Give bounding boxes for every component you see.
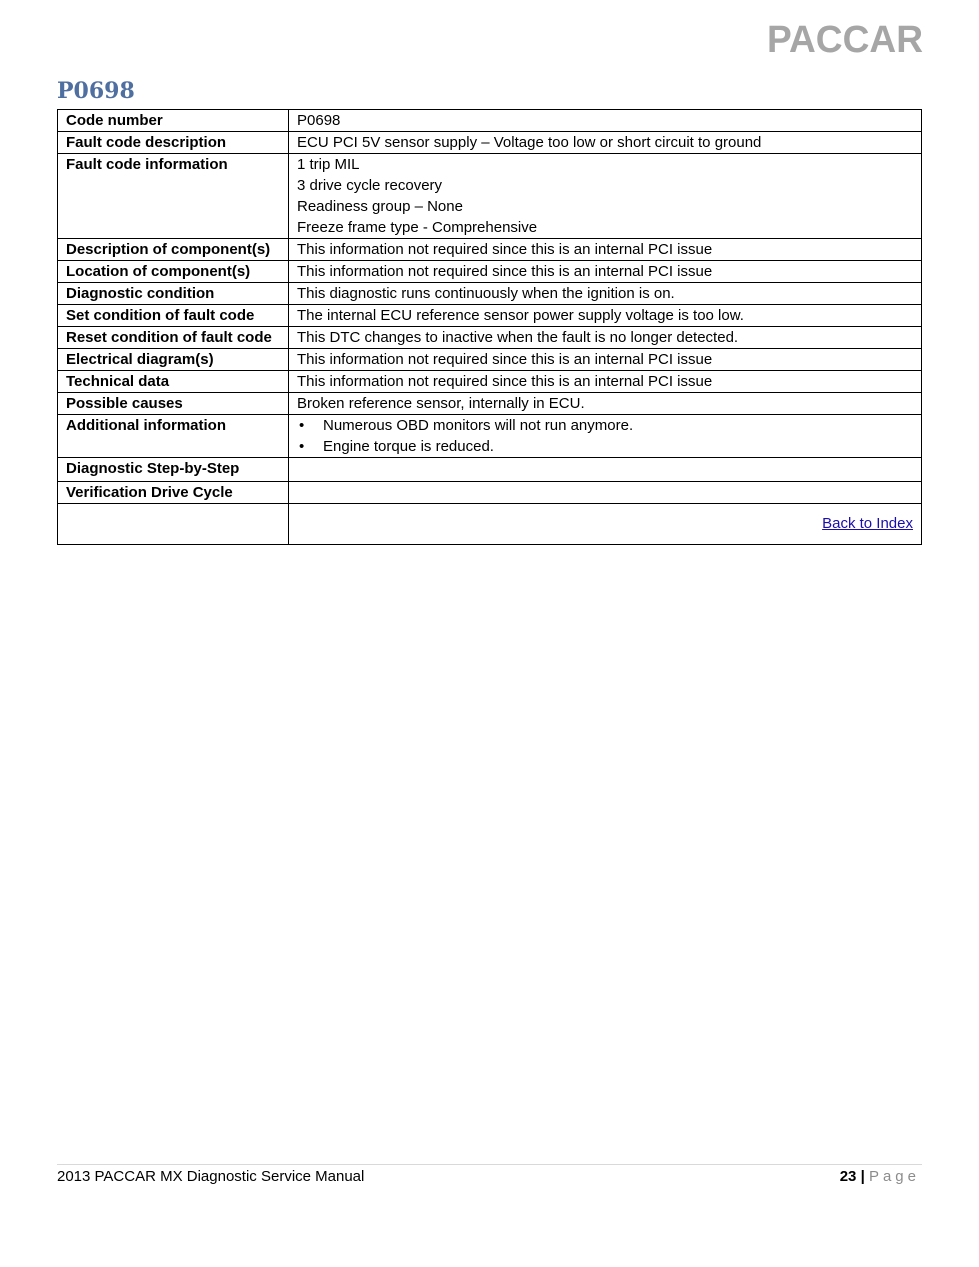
row-value: This DTC changes to inactive when the fault is no longer detected. xyxy=(289,327,922,349)
row-label: Diagnostic Step-by-Step xyxy=(58,458,289,482)
table-row xyxy=(58,110,922,132)
page-title: P0698 xyxy=(57,78,135,104)
row-value: This information not required since this is an internal PCI issue xyxy=(289,261,922,283)
row-value xyxy=(289,154,922,239)
table-row xyxy=(58,415,922,458)
back-link-cell xyxy=(289,504,922,545)
table-row xyxy=(58,458,922,482)
row-value: This diagnostic runs continuously when the ignition is on. xyxy=(289,283,922,305)
table-row xyxy=(58,283,922,305)
paccar-logo xyxy=(766,18,924,58)
footer-page-info xyxy=(840,1168,920,1185)
table-row xyxy=(58,132,922,154)
row-label: Electrical diagram(s) xyxy=(58,349,289,371)
bullet-item: • Numerous OBD monitors will not run anymore. xyxy=(323,415,913,436)
row-value: This information not required since this is an internal PCI issue xyxy=(289,349,922,371)
row-label: Reset condition of fault code xyxy=(58,327,289,349)
row-label: Fault code information xyxy=(58,154,289,239)
table-row xyxy=(58,305,922,327)
row-value: This information not required since this is an internal PCI issue xyxy=(289,239,922,261)
footer-divider xyxy=(57,1164,922,1165)
row-value: Broken reference sensor, internally in ECU. xyxy=(289,393,922,415)
row-value xyxy=(289,458,922,482)
row-value xyxy=(289,482,922,504)
row-label: Set condition of fault code xyxy=(58,305,289,327)
info-line: 3 drive cycle recovery xyxy=(297,177,443,194)
info-line: Freeze frame type - Comprehensive xyxy=(297,219,538,236)
row-label: Diagnostic condition xyxy=(58,283,289,305)
table-row xyxy=(58,327,922,349)
row-value: P0698 xyxy=(289,110,922,132)
table-row xyxy=(58,371,922,393)
row-label: Verification Drive Cycle xyxy=(58,482,289,504)
table-row xyxy=(58,393,922,415)
logo-text: PACCAR xyxy=(767,19,923,58)
back-to-index-link[interactable]: Back to Index xyxy=(822,515,913,532)
footer-manual-title: 2013 PACCAR MX Diagnostic Service Manual xyxy=(57,1168,365,1185)
page-word: Page xyxy=(868,1168,920,1185)
info-line: 1 trip MIL xyxy=(297,156,360,173)
row-label: Additional information xyxy=(58,415,289,458)
row-label: Description of component(s) xyxy=(58,239,289,261)
fault-code-table xyxy=(57,109,922,545)
row-label: Location of component(s) xyxy=(58,261,289,283)
row-value: The internal ECU reference sensor power supply voltage is too low. xyxy=(289,305,922,327)
info-line: Readiness group – None xyxy=(297,198,463,215)
page-number: 23 xyxy=(839,1168,857,1185)
bullet-item: • Engine torque is reduced. xyxy=(323,436,913,457)
row-value: This information not required since this is an internal PCI issue xyxy=(289,371,922,393)
table-row xyxy=(58,154,922,239)
table-row xyxy=(58,261,922,283)
table-row xyxy=(58,482,922,504)
page-separator: | xyxy=(860,1168,865,1185)
table-row xyxy=(58,239,922,261)
row-value: ECU PCI 5V sensor supply – Voltage too low or short circuit to ground xyxy=(289,132,922,154)
table-row xyxy=(58,349,922,371)
row-label: Possible causes xyxy=(58,393,289,415)
row-value xyxy=(289,415,922,458)
row-label: Technical data xyxy=(58,371,289,393)
bullet-list xyxy=(297,415,913,457)
row-label: Fault code description xyxy=(58,132,289,154)
table-row xyxy=(58,504,922,545)
empty-cell xyxy=(58,504,289,545)
row-label: Code number xyxy=(58,110,289,132)
